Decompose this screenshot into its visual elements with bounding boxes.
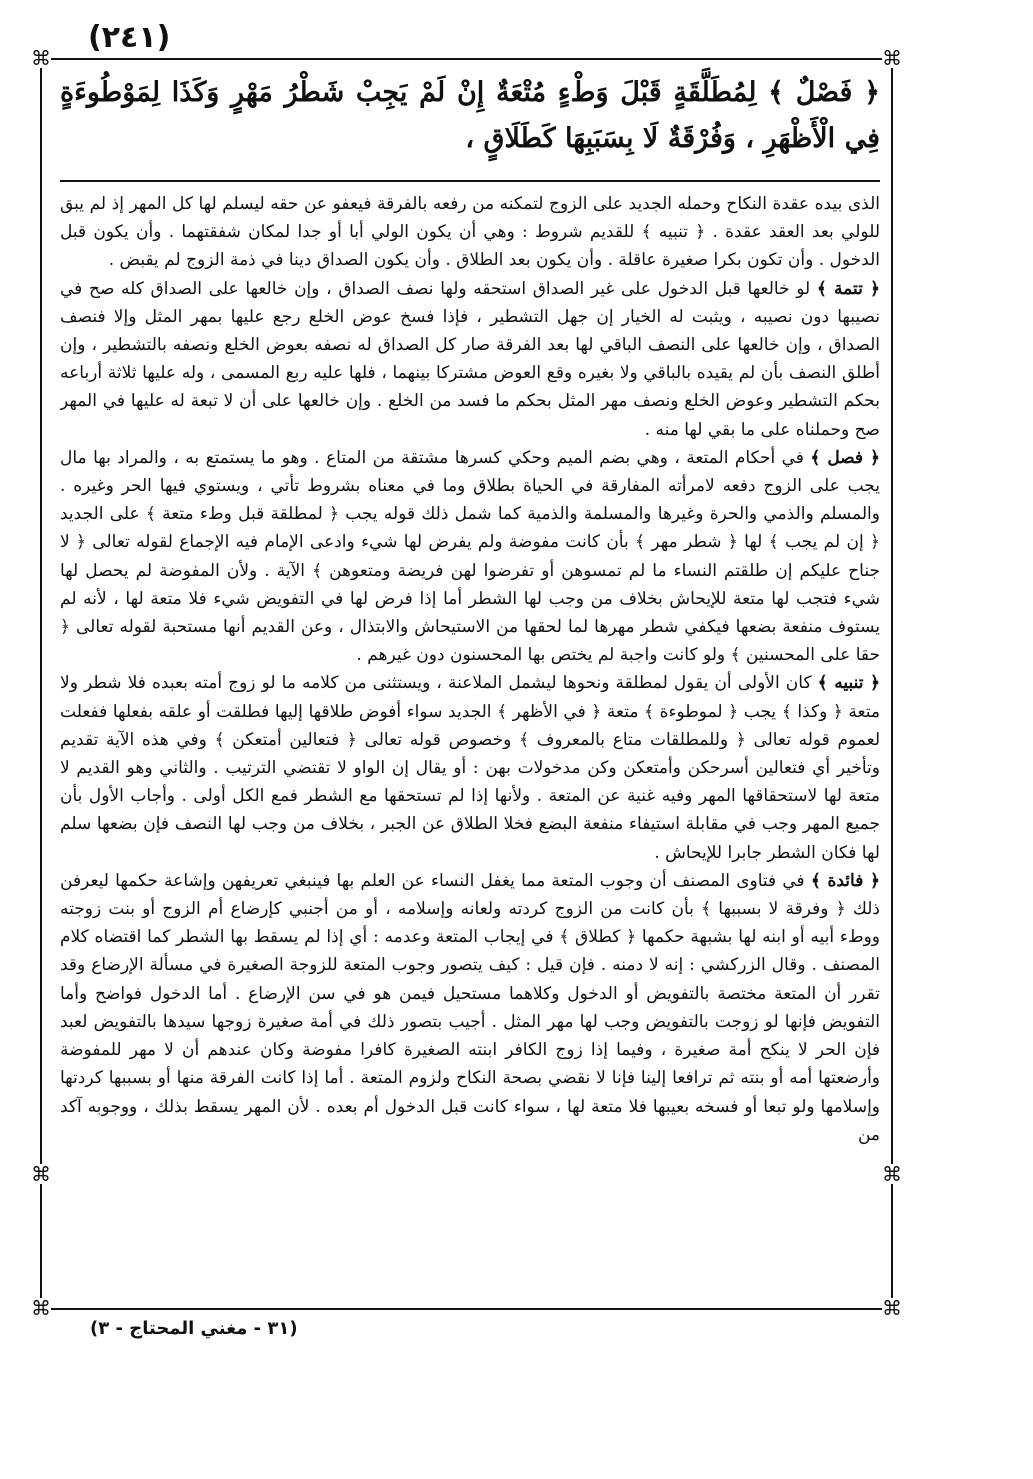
commentary-paragraph (60, 867, 880, 1149)
commentary-paragraph (60, 275, 880, 444)
footer-signature: (٣١ - مغني المحتاج - ٣) (90, 1318, 298, 1339)
commentary-paragraph (60, 669, 880, 866)
ornament-icon: ⌘ (882, 1162, 902, 1186)
ornament-icon: ⌘ (882, 1296, 902, 1320)
ornament-icon: ⌘ (31, 1296, 51, 1320)
paragraph-text: في فتاوى المصنف أن وجوب المتعة مما يغفل النساء عن العلم بها فينبغي تعريفهن وإشاعة حكمها ليعرفن ذلك ﴿ وفرقة لا بسببها ﴾ بأن كانت من الزوج كردته ولعانه وإسلامه ، أو من أجنبي كإرضاع أم الزوج أو بنت زوجته ووطء أبيه أو ابنه لها بشبهة حكمها ﴿ كطلاق ﴾ في إيجاب المتعة وعدمه : أي إذا لم يسقط بها الشطر كما اقتضاه كلام المصنف . وقال الزركشي : إنه لا دمنه . فإن قيل : كيف يتصور وجوب المتعة للزوجة الصغيرة في مسألة الإرضاع وقد تقرر أن المتعة مختصة بالتفويض أو الدخول وكلاهما مستحيل فيمن هو في سن الإرضاع . أما الدخول فواضح وأما التفويض فإنها لو زوجت بالتفويض وجب لها مهر المثل . أجيب بتصور ذلك في أمة صغيرة زوجها سيدها بالتفويض لعبد فإن الحر لا ينكح أمة صغيرة ، وفيما إذا زوج الكافر ابنته الصغيرة كافرا مفوضة وكان عندهم أن لا مهر للمفوضة وأرضعتها أمه أو بنته ثم ترافعا إلينا فإنا لا نقضي بصحة النكاح ولزوم المتعة . أما إذا كانت الفرقة منها أو بسببها كردتها وإسلامها ولو تبعا أو فسخه بعيبها فلا متعة لها ، سواء كانت قبل الدخول أم بعده . لأن المهر يسقط بذلك ، ووجوبه آكد من (60, 870, 880, 1145)
frame-left-rule (40, 58, 42, 1308)
ornament-icon: ⌘ (31, 1162, 51, 1186)
frame-top-rule (40, 58, 893, 60)
ornament-icon: ⌘ (31, 46, 51, 70)
ornament-icon: ⌘ (882, 46, 902, 70)
paragraph-text: في أحكام المتعة ، وهي بضم الميم وحكي كسرها مشتقة من المتاع . وهو ما يستمتع به ، والمراد بها مال يجب على الزوج دفعه لامرأته المفارقة في الحياة بطلاق وما في معناه بشروط تأتي ، ويستوي فيها الحر وغيره . والمسلم والذمي والحرة وغيرها والمسلمة والذمية كما شمل ذلك قوله يجب ﴿ لمطلقة قبل وطء متعة ﴾ على الجديد ﴿ إن لم يجب ﴾ لها ﴿ شطر مهر ﴾ بأن كانت مفوضة ولم يفرض لها شيء وادعى الإمام فيه الإجماع لقوله تعالى ﴿ لا جناح عليكم إن طلقتم النساء ما لم تمسوهن أو تفرضوا لهن فريضة ومتعوهن ﴾ الآية . ولأن المفوضة لم يحصل لها شيء فتجب لها متعة للإيحاش بخلاف من وجب لها الشطر أما إذا فرض لها في التفويض شيء فلا متعة لها ، لأنه لم يستوف منفعة بضعها فيكفي شطر مهرها لما لحقها من الاستيحاش والابتذال ، وعن القديم أنها مستحبة لقوله تعالى ﴿ حقا على المحسنين ﴾ ولو كانت واجبة لم يختص بها المحسنون دون غيرهم . (60, 447, 880, 666)
commentary-paragraph (60, 444, 880, 670)
paragraph-lead: ﴿ فصل ﴾ (810, 447, 880, 468)
frame-bottom-rule (40, 1308, 893, 1310)
paragraph-lead: ﴿ تتمة ﴾ (816, 278, 880, 299)
commentary-body (60, 190, 880, 1300)
paragraph-lead: ﴿ تنبيه ﴾ (817, 673, 880, 694)
matn-divider (60, 180, 880, 182)
page-number: (٢٤١) (88, 20, 171, 55)
matn-text: ﴿ فَصْلٌ ﴾ لِمُطَلَّقَةٍ قَبْلَ وَطْءٍ مُتْعَةٌ إِنْ لَمْ يَجِبْ شَطْرُ مَهْرٍ وَكَذَا لِمَوْطُوءَةٍ فِي الْأَظْهَرِ ، وَفُرْقَةٌ لَا بِسَبَبِهَا كَطَلَاقٍ ، (60, 77, 880, 154)
paragraph-text: لو خالعها قبل الدخول على غير الصداق استحقه ولها نصف الصداق ، وإن خالعها على الصداق كله صح في نصيبها دون نصيبه ، ويثبت له الخيار إن جهل التشطير ، فإذا فسخ عوض الخلع رجع عليها بمهر المثل وإلا فنصف الصداق ، وإن خالعها على النصف الباقي لها بعد الفرقة صار كل الصداق له نصفه بعوض الخلع ونصفه بالتشطير ، وإن أطلق النصف بأن لم يقيده بالباقي ولا بغيره وقع العوض مشتركا بينهما ، فلها عليه ربع المسمى ، وله عليها ثلاثة أرباعه بحكم التشطير وعوض الخلع ونصف مهر المثل بحكم ما فسد من الخلع . وإن خالعها على أن لا تبعة له عليها في المهر صح وحملناه على ما بقي لها منه . (60, 278, 880, 440)
paragraph-lead: ﴿ فائدة ﴾ (810, 870, 880, 891)
frame-right-rule (891, 58, 893, 1308)
paragraph-text: الذى بيده عقدة النكاح وحمله الجديد على الزوج لتمكنه من رفعه بالفرقة فيعفو عن حقه ليسلم لها كل المهر إذ لم يبق للولي بعد العقد عقدة . ﴿ تنبيه ﴾ للقديم شروط : وهي أن يكون الولي أبا أو جدا لمكان شفقتهما . وأن يكون قبل الدخول . وأن تكون بكرا صغيرة عاقلة . وأن يكون بعد الطلاق . وأن يكون الصداق دينا في ذمة الزوج لم يقبض . (60, 194, 880, 271)
commentary-paragraph (60, 190, 880, 275)
paragraph-text: كان الأولى أن يقول لمطلقة ونحوها ليشمل الملاعنة ، ويستثنى من كلامه ما لو زوج أمته بعبده فلا شطر ولا متعة ﴿ وكذا ﴾ يجب ﴿ لموطوءة ﴾ متعة ﴿ في الأظهر ﴾ الجديد سواء أفوض طلاقها إليها فطلقت أو علقه بفعلها ففعلت لعموم قوله تعالى ﴿ وللمطلقات متاع بالمعروف ﴾ وخصوص قوله تعالى ﴿ فتعالين أمتعكن ﴾ وفي هذه الآية تقديم وتأخير أي فتعالين أسرحكن وأمتعكن وكن مدخولات بهن : أو يقال إن الواو لا تقتضي الترتيب . والثاني وهو القديم لا متعة لها لاستحقاقها المهر وفيه غنية عن المتعة . ولأنها إذا لم تستحقها مع الشطر فمع الكل أولى . وأجاب الأول بأن جميع المهر وجب في مقابلة استيفاء منفعة البضع فخلا الطلاق عن الجبر ، بخلاف من وجب لها النصف فإن بضعها سلم لها فكان الشطر جابرا للإيحاش . (60, 673, 880, 863)
